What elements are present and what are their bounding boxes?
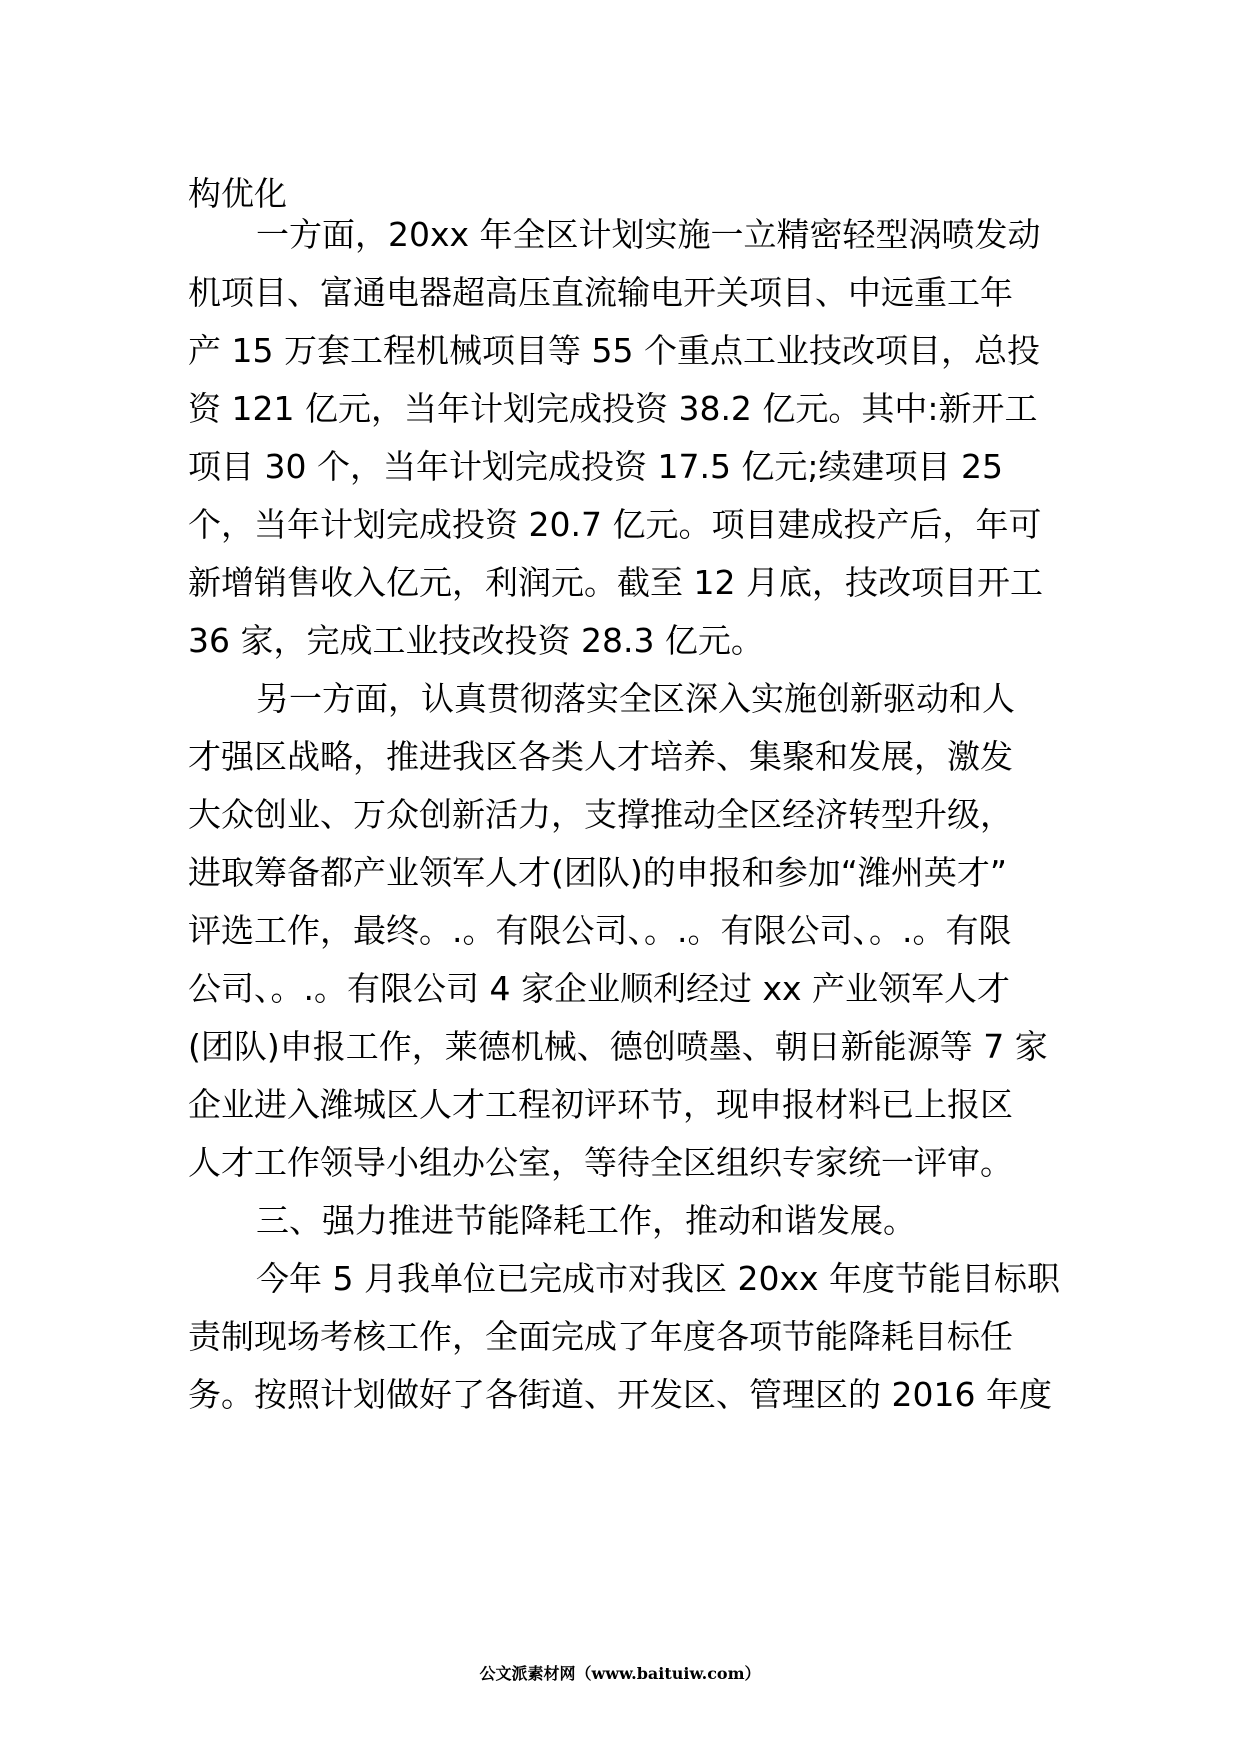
text-line: 评选工作，最终。.。有限公司、。.。有限公司、。.。有限 — [188, 911, 1012, 950]
text-line: 新增销售收入亿元，利润元。截至 12 月底，技改项目开工 — [188, 563, 1043, 602]
text-line: 机项目、富通电器超高压直流输电开关项目、中远重工年 — [188, 273, 1013, 312]
text-line: 进取筹备都产业领军人才(团队)的申报和参加“潍州英才” — [188, 853, 1007, 892]
section-heading: 三、强力推进节能降耗工作，推动和谐发展。 — [256, 1201, 916, 1240]
text-line: 资 121 亿元，当年计划完成投资 38.2 亿元。其中:新开工 — [188, 389, 1038, 428]
text-line: 构优化 — [188, 174, 287, 213]
paragraph-first-line: 一方面，20xx 年全区计划实施一立精密轻型涡喷发动 — [256, 215, 1041, 254]
text-line: 个，当年计划完成投资 20.7 亿元。项目建成投产后，年可 — [188, 505, 1042, 544]
text-line: 才强区战略，推进我区各类人才培养、集聚和发展，激发 — [188, 737, 1013, 776]
text-line: 公司、。.。有限公司 4 家企业顺利经过 xx 产业领军人才 — [188, 969, 1011, 1008]
text-line: 项目 30 个，当年计划完成投资 17.5 亿元;续建项目 25 — [188, 447, 1004, 486]
text-line: 责制现场考核工作，全面完成了年度各项节能降耗目标任 — [188, 1317, 1013, 1356]
paragraph-first-line: 另一方面，认真贯彻落实全区深入实施创新驱动和人 — [256, 679, 1015, 718]
text-line: 人才工作领导小组办公室，等待全区组织专家统一评审。 — [188, 1143, 1013, 1182]
text-line: 企业进入潍城区人才工程初评环节，现申报材料已上报区 — [188, 1085, 1013, 1124]
text-line: (团队)申报工作，莱德机械、德创喷墨、朝日新能源等 7 家 — [188, 1027, 1048, 1066]
paragraph-first-line: 今年 5 月我单位已完成市对我区 20xx 年度节能目标职 — [256, 1259, 1061, 1298]
text-line: 务。按照计划做好了各街道、开发区、管理区的 2016 年度 — [188, 1375, 1052, 1414]
watermark-footer: 公文派素材网（www.baituiw.com） — [479, 1664, 761, 1683]
text-line: 36 家，完成工业技改投资 28.3 亿元。 — [188, 621, 764, 660]
text-line: 产 15 万套工程机械项目等 55 个重点工业技改项目，总投 — [188, 331, 1040, 370]
text-line: 大众创业、万众创新活力，支撑推动全区经济转型升级， — [188, 795, 1013, 834]
